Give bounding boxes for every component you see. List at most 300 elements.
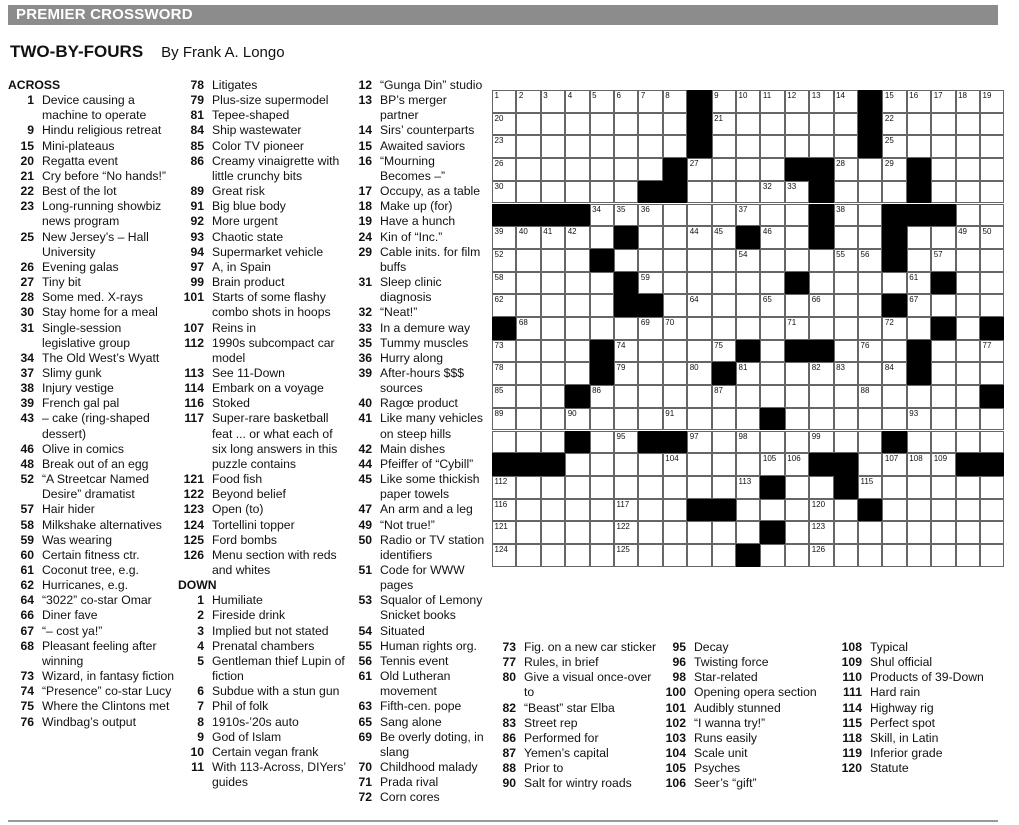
grid-cell[interactable] bbox=[687, 294, 711, 317]
grid-cell[interactable] bbox=[809, 272, 833, 295]
grid-cell[interactable] bbox=[736, 453, 760, 476]
grid-cell[interactable] bbox=[980, 113, 1004, 136]
grid-cell[interactable] bbox=[858, 272, 882, 295]
grid-cell[interactable] bbox=[956, 272, 980, 295]
grid-cell[interactable] bbox=[834, 204, 858, 227]
grid-cell[interactable] bbox=[760, 544, 784, 567]
grid-cell[interactable] bbox=[565, 476, 589, 499]
grid-cell[interactable] bbox=[809, 294, 833, 317]
grid-cell[interactable] bbox=[663, 249, 687, 272]
grid-cell[interactable] bbox=[834, 226, 858, 249]
grid-cell[interactable] bbox=[834, 135, 858, 158]
grid-cell[interactable] bbox=[736, 499, 760, 522]
grid-cell[interactable] bbox=[809, 521, 833, 544]
grid-cell[interactable] bbox=[541, 408, 565, 431]
grid-cell[interactable] bbox=[541, 294, 565, 317]
grid-cell[interactable] bbox=[956, 317, 980, 340]
grid-cell[interactable] bbox=[882, 476, 906, 499]
grid-cell[interactable] bbox=[663, 113, 687, 136]
grid-cell[interactable] bbox=[516, 544, 540, 567]
grid-cell[interactable] bbox=[663, 340, 687, 363]
grid-cell[interactable] bbox=[834, 249, 858, 272]
grid-cell[interactable] bbox=[516, 385, 540, 408]
grid-cell[interactable] bbox=[760, 226, 784, 249]
grid-cell[interactable] bbox=[809, 544, 833, 567]
grid-cell[interactable] bbox=[614, 385, 638, 408]
grid-cell[interactable] bbox=[785, 90, 809, 113]
grid-cell[interactable] bbox=[638, 544, 662, 567]
grid-cell[interactable] bbox=[712, 181, 736, 204]
grid-cell[interactable] bbox=[614, 158, 638, 181]
grid-cell[interactable] bbox=[785, 135, 809, 158]
grid-cell[interactable] bbox=[956, 340, 980, 363]
grid-cell[interactable] bbox=[541, 249, 565, 272]
grid-cell[interactable] bbox=[712, 408, 736, 431]
grid-cell[interactable] bbox=[760, 431, 784, 454]
grid-cell[interactable] bbox=[980, 90, 1004, 113]
grid-cell[interactable] bbox=[516, 317, 540, 340]
grid-cell[interactable] bbox=[956, 476, 980, 499]
grid-cell[interactable] bbox=[882, 385, 906, 408]
grid-cell[interactable] bbox=[565, 249, 589, 272]
grid-cell[interactable] bbox=[956, 544, 980, 567]
grid-cell[interactable] bbox=[712, 135, 736, 158]
grid-cell[interactable] bbox=[760, 385, 784, 408]
grid-cell[interactable] bbox=[516, 408, 540, 431]
grid-cell[interactable] bbox=[809, 431, 833, 454]
grid-cell[interactable] bbox=[980, 408, 1004, 431]
grid-cell[interactable] bbox=[590, 158, 614, 181]
grid-cell[interactable] bbox=[785, 204, 809, 227]
grid-cell[interactable] bbox=[907, 294, 931, 317]
grid-cell[interactable] bbox=[980, 272, 1004, 295]
grid-cell[interactable] bbox=[687, 385, 711, 408]
grid-cell[interactable] bbox=[736, 317, 760, 340]
grid-cell[interactable] bbox=[516, 135, 540, 158]
grid-cell[interactable] bbox=[907, 385, 931, 408]
grid-cell[interactable] bbox=[541, 135, 565, 158]
grid-cell[interactable] bbox=[663, 362, 687, 385]
grid-cell[interactable] bbox=[590, 135, 614, 158]
grid-cell[interactable] bbox=[809, 476, 833, 499]
grid-cell[interactable] bbox=[541, 431, 565, 454]
grid-cell[interactable] bbox=[931, 249, 955, 272]
grid-cell[interactable] bbox=[565, 135, 589, 158]
grid-cell[interactable] bbox=[760, 362, 784, 385]
grid-cell[interactable] bbox=[809, 317, 833, 340]
grid-cell[interactable] bbox=[834, 272, 858, 295]
grid-cell[interactable] bbox=[638, 385, 662, 408]
grid-cell[interactable] bbox=[785, 476, 809, 499]
grid-cell[interactable] bbox=[736, 181, 760, 204]
grid-cell[interactable] bbox=[834, 340, 858, 363]
grid-cell[interactable] bbox=[736, 135, 760, 158]
grid-cell[interactable] bbox=[712, 476, 736, 499]
grid-cell[interactable] bbox=[687, 408, 711, 431]
grid-cell[interactable] bbox=[687, 226, 711, 249]
grid-cell[interactable] bbox=[956, 90, 980, 113]
grid-cell[interactable] bbox=[980, 499, 1004, 522]
grid-cell[interactable] bbox=[590, 544, 614, 567]
grid-cell[interactable] bbox=[882, 181, 906, 204]
grid-cell[interactable] bbox=[907, 272, 931, 295]
grid-cell[interactable] bbox=[712, 544, 736, 567]
grid-cell[interactable] bbox=[590, 317, 614, 340]
grid-cell[interactable] bbox=[712, 272, 736, 295]
grid-cell[interactable] bbox=[492, 476, 516, 499]
grid-cell[interactable] bbox=[712, 90, 736, 113]
grid-cell[interactable] bbox=[638, 226, 662, 249]
grid-cell[interactable] bbox=[858, 385, 882, 408]
grid-cell[interactable] bbox=[590, 204, 614, 227]
grid-cell[interactable] bbox=[638, 521, 662, 544]
grid-cell[interactable] bbox=[834, 544, 858, 567]
grid-cell[interactable] bbox=[492, 408, 516, 431]
grid-cell[interactable] bbox=[565, 113, 589, 136]
grid-cell[interactable] bbox=[809, 249, 833, 272]
grid-cell[interactable] bbox=[565, 408, 589, 431]
grid-cell[interactable] bbox=[882, 113, 906, 136]
grid-cell[interactable] bbox=[663, 90, 687, 113]
grid-cell[interactable] bbox=[907, 90, 931, 113]
grid-cell[interactable] bbox=[687, 340, 711, 363]
grid-cell[interactable] bbox=[785, 431, 809, 454]
grid-cell[interactable] bbox=[541, 385, 565, 408]
grid-cell[interactable] bbox=[907, 544, 931, 567]
grid-cell[interactable] bbox=[614, 521, 638, 544]
grid-cell[interactable] bbox=[638, 408, 662, 431]
grid-cell[interactable] bbox=[638, 340, 662, 363]
grid-cell[interactable] bbox=[712, 204, 736, 227]
grid-cell[interactable] bbox=[565, 362, 589, 385]
grid-cell[interactable] bbox=[687, 204, 711, 227]
grid-cell[interactable] bbox=[614, 544, 638, 567]
grid-cell[interactable] bbox=[614, 113, 638, 136]
grid-cell[interactable] bbox=[687, 272, 711, 295]
grid-cell[interactable] bbox=[565, 158, 589, 181]
grid-cell[interactable] bbox=[834, 181, 858, 204]
grid-cell[interactable] bbox=[565, 226, 589, 249]
grid-cell[interactable] bbox=[736, 272, 760, 295]
grid-cell[interactable] bbox=[516, 499, 540, 522]
grid-cell[interactable] bbox=[492, 272, 516, 295]
grid-cell[interactable] bbox=[712, 226, 736, 249]
grid-cell[interactable] bbox=[785, 453, 809, 476]
grid-cell[interactable] bbox=[907, 521, 931, 544]
grid-cell[interactable] bbox=[614, 453, 638, 476]
grid-cell[interactable] bbox=[590, 499, 614, 522]
grid-cell[interactable] bbox=[931, 385, 955, 408]
grid-cell[interactable] bbox=[980, 521, 1004, 544]
grid-cell[interactable] bbox=[712, 521, 736, 544]
grid-cell[interactable] bbox=[760, 158, 784, 181]
grid-cell[interactable] bbox=[541, 499, 565, 522]
grid-cell[interactable] bbox=[858, 204, 882, 227]
grid-cell[interactable] bbox=[931, 113, 955, 136]
grid-cell[interactable] bbox=[663, 317, 687, 340]
grid-cell[interactable] bbox=[687, 317, 711, 340]
grid-cell[interactable] bbox=[492, 340, 516, 363]
grid-cell[interactable] bbox=[712, 317, 736, 340]
grid-cell[interactable] bbox=[760, 249, 784, 272]
grid-cell[interactable] bbox=[590, 90, 614, 113]
grid-cell[interactable] bbox=[541, 476, 565, 499]
grid-cell[interactable] bbox=[663, 521, 687, 544]
grid-cell[interactable] bbox=[614, 408, 638, 431]
grid-cell[interactable] bbox=[785, 362, 809, 385]
grid-cell[interactable] bbox=[638, 272, 662, 295]
grid-cell[interactable] bbox=[516, 294, 540, 317]
grid-cell[interactable] bbox=[565, 453, 589, 476]
grid-cell[interactable] bbox=[834, 362, 858, 385]
grid-cell[interactable] bbox=[492, 385, 516, 408]
grid-cell[interactable] bbox=[736, 249, 760, 272]
grid-cell[interactable] bbox=[956, 521, 980, 544]
grid-cell[interactable] bbox=[858, 521, 882, 544]
grid-cell[interactable] bbox=[956, 249, 980, 272]
grid-cell[interactable] bbox=[590, 431, 614, 454]
grid-cell[interactable] bbox=[785, 521, 809, 544]
grid-cell[interactable] bbox=[980, 362, 1004, 385]
grid-cell[interactable] bbox=[882, 317, 906, 340]
grid-cell[interactable] bbox=[834, 521, 858, 544]
grid-cell[interactable] bbox=[785, 113, 809, 136]
grid-cell[interactable] bbox=[565, 272, 589, 295]
grid-cell[interactable] bbox=[687, 249, 711, 272]
grid-cell[interactable] bbox=[931, 181, 955, 204]
grid-cell[interactable] bbox=[834, 90, 858, 113]
grid-cell[interactable] bbox=[956, 135, 980, 158]
grid-cell[interactable] bbox=[858, 408, 882, 431]
grid-cell[interactable] bbox=[980, 204, 1004, 227]
grid-cell[interactable] bbox=[638, 362, 662, 385]
grid-cell[interactable] bbox=[492, 135, 516, 158]
grid-cell[interactable] bbox=[492, 226, 516, 249]
grid-cell[interactable] bbox=[736, 476, 760, 499]
grid-cell[interactable] bbox=[809, 385, 833, 408]
grid-cell[interactable] bbox=[858, 181, 882, 204]
grid-cell[interactable] bbox=[565, 294, 589, 317]
grid-cell[interactable] bbox=[980, 226, 1004, 249]
grid-cell[interactable] bbox=[785, 226, 809, 249]
grid-cell[interactable] bbox=[956, 408, 980, 431]
grid-cell[interactable] bbox=[858, 249, 882, 272]
grid-cell[interactable] bbox=[590, 385, 614, 408]
grid-cell[interactable] bbox=[590, 521, 614, 544]
grid-cell[interactable] bbox=[931, 544, 955, 567]
grid-cell[interactable] bbox=[663, 476, 687, 499]
grid-cell[interactable] bbox=[638, 249, 662, 272]
grid-cell[interactable] bbox=[760, 113, 784, 136]
grid-cell[interactable] bbox=[736, 204, 760, 227]
grid-cell[interactable] bbox=[712, 113, 736, 136]
grid-cell[interactable] bbox=[980, 476, 1004, 499]
grid-cell[interactable] bbox=[980, 431, 1004, 454]
grid-cell[interactable] bbox=[687, 453, 711, 476]
grid-cell[interactable] bbox=[663, 453, 687, 476]
grid-cell[interactable] bbox=[614, 476, 638, 499]
grid-cell[interactable] bbox=[736, 385, 760, 408]
grid-cell[interactable] bbox=[565, 90, 589, 113]
grid-cell[interactable] bbox=[931, 135, 955, 158]
grid-cell[interactable] bbox=[638, 317, 662, 340]
grid-cell[interactable] bbox=[931, 431, 955, 454]
grid-cell[interactable] bbox=[834, 385, 858, 408]
grid-cell[interactable] bbox=[907, 453, 931, 476]
grid-cell[interactable] bbox=[663, 135, 687, 158]
grid-cell[interactable] bbox=[541, 362, 565, 385]
grid-cell[interactable] bbox=[956, 181, 980, 204]
grid-cell[interactable] bbox=[956, 362, 980, 385]
grid-cell[interactable] bbox=[809, 113, 833, 136]
grid-cell[interactable] bbox=[565, 544, 589, 567]
grid-cell[interactable] bbox=[931, 362, 955, 385]
grid-cell[interactable] bbox=[882, 408, 906, 431]
grid-cell[interactable] bbox=[760, 204, 784, 227]
grid-cell[interactable] bbox=[736, 408, 760, 431]
grid-cell[interactable] bbox=[736, 521, 760, 544]
grid-cell[interactable] bbox=[931, 340, 955, 363]
grid-cell[interactable] bbox=[760, 453, 784, 476]
grid-cell[interactable] bbox=[858, 158, 882, 181]
grid-cell[interactable] bbox=[663, 544, 687, 567]
grid-cell[interactable] bbox=[541, 113, 565, 136]
grid-cell[interactable] bbox=[516, 90, 540, 113]
grid-cell[interactable] bbox=[858, 453, 882, 476]
grid-cell[interactable] bbox=[931, 521, 955, 544]
grid-cell[interactable] bbox=[785, 181, 809, 204]
grid-cell[interactable] bbox=[736, 362, 760, 385]
grid-cell[interactable] bbox=[760, 272, 784, 295]
grid-cell[interactable] bbox=[882, 272, 906, 295]
grid-cell[interactable] bbox=[492, 113, 516, 136]
grid-cell[interactable] bbox=[882, 158, 906, 181]
grid-cell[interactable] bbox=[834, 317, 858, 340]
grid-cell[interactable] bbox=[760, 340, 784, 363]
grid-cell[interactable] bbox=[492, 431, 516, 454]
grid-cell[interactable] bbox=[980, 340, 1004, 363]
grid-cell[interactable] bbox=[516, 249, 540, 272]
grid-cell[interactable] bbox=[614, 362, 638, 385]
grid-cell[interactable] bbox=[907, 113, 931, 136]
grid-cell[interactable] bbox=[590, 181, 614, 204]
grid-cell[interactable] bbox=[663, 385, 687, 408]
grid-cell[interactable] bbox=[980, 181, 1004, 204]
grid-cell[interactable] bbox=[516, 181, 540, 204]
grid-cell[interactable] bbox=[663, 226, 687, 249]
grid-cell[interactable] bbox=[516, 476, 540, 499]
grid-cell[interactable] bbox=[614, 204, 638, 227]
grid-cell[interactable] bbox=[980, 158, 1004, 181]
grid-cell[interactable] bbox=[931, 476, 955, 499]
grid-cell[interactable] bbox=[492, 158, 516, 181]
grid-cell[interactable] bbox=[858, 476, 882, 499]
grid-cell[interactable] bbox=[907, 135, 931, 158]
grid-cell[interactable] bbox=[712, 158, 736, 181]
grid-cell[interactable] bbox=[516, 113, 540, 136]
grid-cell[interactable] bbox=[809, 362, 833, 385]
grid-cell[interactable] bbox=[614, 249, 638, 272]
grid-cell[interactable] bbox=[712, 294, 736, 317]
grid-cell[interactable] bbox=[931, 499, 955, 522]
grid-cell[interactable] bbox=[516, 340, 540, 363]
grid-cell[interactable] bbox=[590, 476, 614, 499]
grid-cell[interactable] bbox=[785, 249, 809, 272]
grid-cell[interactable] bbox=[956, 113, 980, 136]
grid-cell[interactable] bbox=[712, 249, 736, 272]
grid-cell[interactable] bbox=[760, 499, 784, 522]
grid-cell[interactable] bbox=[834, 158, 858, 181]
grid-cell[interactable] bbox=[980, 544, 1004, 567]
grid-cell[interactable] bbox=[907, 226, 931, 249]
grid-cell[interactable] bbox=[712, 431, 736, 454]
grid-cell[interactable] bbox=[785, 408, 809, 431]
grid-cell[interactable] bbox=[687, 544, 711, 567]
grid-cell[interactable] bbox=[541, 544, 565, 567]
grid-cell[interactable] bbox=[614, 181, 638, 204]
grid-cell[interactable] bbox=[663, 499, 687, 522]
grid-cell[interactable] bbox=[712, 453, 736, 476]
grid-cell[interactable] bbox=[956, 431, 980, 454]
grid-cell[interactable] bbox=[590, 226, 614, 249]
grid-cell[interactable] bbox=[614, 135, 638, 158]
grid-cell[interactable] bbox=[565, 521, 589, 544]
grid-cell[interactable] bbox=[638, 453, 662, 476]
grid-cell[interactable] bbox=[516, 362, 540, 385]
grid-cell[interactable] bbox=[736, 90, 760, 113]
grid-cell[interactable] bbox=[858, 362, 882, 385]
grid-cell[interactable] bbox=[858, 340, 882, 363]
grid-cell[interactable] bbox=[638, 204, 662, 227]
grid-cell[interactable] bbox=[785, 317, 809, 340]
grid-cell[interactable] bbox=[663, 294, 687, 317]
grid-cell[interactable] bbox=[516, 431, 540, 454]
grid-cell[interactable] bbox=[882, 453, 906, 476]
grid-cell[interactable] bbox=[590, 113, 614, 136]
grid-cell[interactable] bbox=[858, 544, 882, 567]
grid-cell[interactable] bbox=[541, 340, 565, 363]
grid-cell[interactable] bbox=[834, 499, 858, 522]
grid-cell[interactable] bbox=[760, 181, 784, 204]
grid-cell[interactable] bbox=[882, 362, 906, 385]
grid-cell[interactable] bbox=[785, 544, 809, 567]
grid-cell[interactable] bbox=[907, 408, 931, 431]
grid-cell[interactable] bbox=[858, 431, 882, 454]
grid-cell[interactable] bbox=[492, 521, 516, 544]
grid-cell[interactable] bbox=[785, 385, 809, 408]
grid-cell[interactable] bbox=[516, 521, 540, 544]
grid-cell[interactable] bbox=[956, 385, 980, 408]
grid-cell[interactable] bbox=[809, 135, 833, 158]
grid-cell[interactable] bbox=[614, 317, 638, 340]
grid-cell[interactable] bbox=[882, 499, 906, 522]
grid-cell[interactable] bbox=[541, 226, 565, 249]
grid-cell[interactable] bbox=[858, 317, 882, 340]
grid-cell[interactable] bbox=[663, 272, 687, 295]
grid-cell[interactable] bbox=[907, 499, 931, 522]
grid-cell[interactable] bbox=[492, 181, 516, 204]
grid-cell[interactable] bbox=[565, 317, 589, 340]
grid-cell[interactable] bbox=[614, 340, 638, 363]
grid-cell[interactable] bbox=[956, 226, 980, 249]
grid-cell[interactable] bbox=[834, 408, 858, 431]
grid-cell[interactable] bbox=[638, 90, 662, 113]
grid-cell[interactable] bbox=[687, 158, 711, 181]
grid-cell[interactable] bbox=[882, 90, 906, 113]
grid-cell[interactable] bbox=[736, 431, 760, 454]
grid-cell[interactable] bbox=[956, 158, 980, 181]
grid-cell[interactable] bbox=[956, 499, 980, 522]
